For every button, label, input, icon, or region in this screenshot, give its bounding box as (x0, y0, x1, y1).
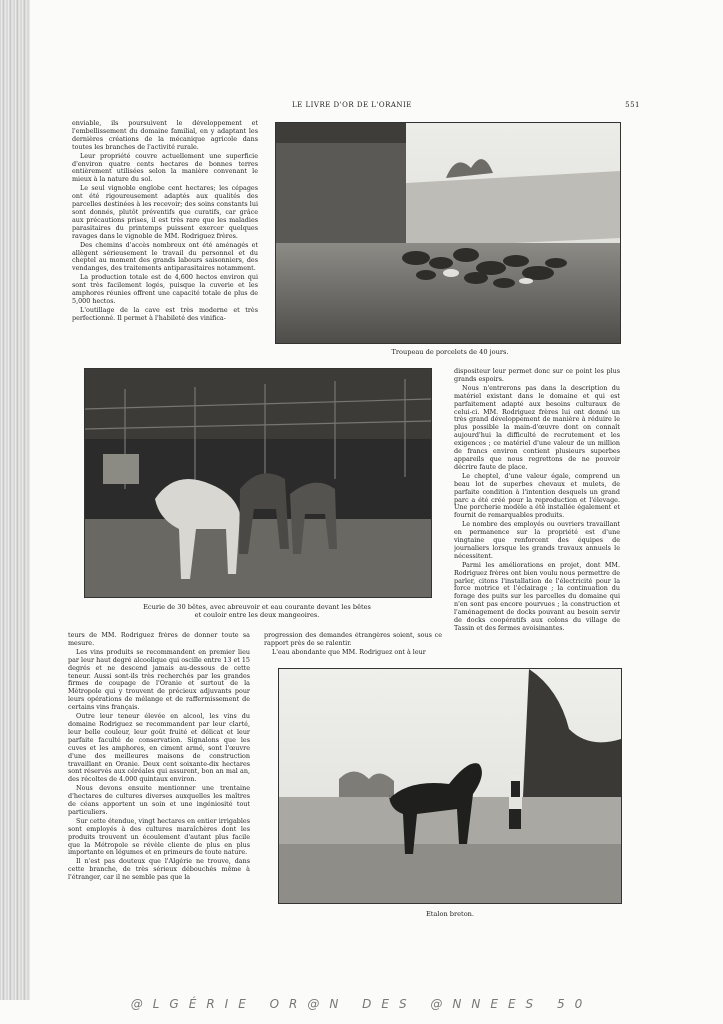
photo-stallion (278, 668, 622, 904)
text-column-middle-right (454, 368, 620, 662)
running-title: LE LIVRE D'OR DE L'ORANIE (292, 101, 412, 109)
paragraph: Des chemins d'accès nombreux ont été aménagés et allègent sérieusement le travail du personnel et du cheptel au moment des grands labours saisonniers, des vendanges, des traitements antiparasitaires notamment. (72, 240, 258, 273)
scan-watermark-footer: @LGÉRIE OR@N DES @NNEES 50 (130, 997, 593, 1011)
paragraph: Les vins produits se recommandent en premier lieu par leur haut degré alcoolique qui oscille entre 13 et 15 degrés et ne descend jamais au-dessous de cette teneur. Aussi sont-ils très recherchés par les grandes firmes de coupage de l'Oranie et surtout de la Métropole qui y trouvent de précieux adjuvants pour leurs opérations de mélange et de raffermissement de certains vins français. (68, 647, 250, 712)
paragraph: teurs de MM. Rodriguez frères de donner toute sa mesure. (68, 632, 250, 647)
paragraph: L'outillage de la cave est très moderne et très perfectionné. Il permet à l'habileté des vinifica- (72, 305, 258, 322)
paragraph: Il n'est pas douteux que l'Algérie ne trouve, dans cette branche, de très sérieux débouchés même à l'étranger, car il ne semble pas que la (68, 857, 250, 882)
paragraph: Outre leur teneur élevée en alcool, les vins du domaine Rodriguez se recommandent par leur clarté, leur belle couleur, leur goût fruité et délicat et leur parfaite faculté de conservation. Signalons que les cuves et les amphores, en ciment armé, sont l'œuvre d'une des meilleures maisons de construction travaillant en Oranie. Deux cent soixante-dix hectares sont réservés aux céréales qui assurent, bon an mal an, des récoltes de 4.000 quintaux environ. (68, 712, 250, 784)
text-column-top-left (72, 120, 258, 360)
running-header (30, 101, 640, 113)
paragraph: Parmi les améliorations en projet, dont MM. Rodriguez frères ont bien voulu nous permettre de parler, citons l'installation de l'électricité pour la force motrice et l'éclairage ; la continuation du forage des puits sur les parcelles du domaine qui n'en sont pas encore pourvues ; la construction et l'aménagement de docks pouvant au besoin servir de docks coopératifs aux colons du village de Tassin et des fermes avoisinantes. (454, 560, 620, 632)
caption-stable-line-1: Ecurie de 30 bêtes, avec abreuvoir et eau courante devant les bêtes (143, 603, 371, 611)
photo-stable (84, 368, 432, 598)
text-column-bottom-left (68, 632, 250, 922)
photo-piglets (275, 122, 621, 344)
paragraph: progression des demandes étrangères soient, sous ce rapport près de se ralentir. (264, 632, 442, 647)
paragraph: Le nombre des employés ou ouvriers travaillant en permanence sur la propriété est d'une vingtaine que renforcent des équipes de journaliers lorsque les grands travaux annuels le nécessitent. (454, 520, 620, 560)
paragraph: L'eau abondante que MM. Rodriguez ont à leur (272, 647, 426, 656)
page-number: 551 (625, 101, 640, 109)
caption-stable (100, 603, 414, 619)
caption-stallion: Etalon breton. (425, 910, 475, 918)
piglets-illustration (276, 123, 620, 343)
paragraph: Leur propriété couvre actuellement une superficie d'environ quatre cents hectares de bonnes terres entièrement utilisées selon la manière convenant le mieux à la nature du sol. (72, 151, 258, 184)
paragraph: Sur cette étendue, vingt hectares en entier irrigables sont employés à des cultures maraîchères dont les produits trouvent un écoulement d'autant plus facile que la Métropole se révèle cliente de plus en plus importante en légumes et en primeurs de toute nature. (68, 816, 250, 857)
paragraph: Nous n'entrerons pas dans la description du matériel existant dans le domaine et qui est parfaitement adapté aux besoins culturaux de celui-ci. MM. Rodriguez frères lui ont donné un très grand développement de manière à réduire le plus possible la main-d'œuvre dont on connaît aujourd'hui la difficulté de recrutement et les exigences ; ce matériel d'une valeur de un million de francs environ contient plusieurs superbes appareils que nous regrettons de ne pouvoir décrire faute de place. (454, 383, 620, 471)
stallion-illustration (279, 669, 621, 903)
paragraph: Le seul vignoble englobe cent hectares; les cépages ont été rigoureusement adaptés aux qualités des parcelles destinées à les recevoir; des soins constants lui sont donnés, plutôt préventifs que curatifs, car grâce aux précautions prises, il est très rare que les maladies parasitaires du printemps puissent exercer quelques ravages dans le vignoble de MM. Rodriguez frères. (72, 184, 258, 240)
caption-stable-line-2: et couloir entre les deux mangeoires. (194, 611, 320, 619)
book-binding-edge (0, 0, 30, 1000)
paragraph: dispositeur leur permet donc sur ce point les plus grands espoirs. (454, 368, 620, 383)
stable-illustration (85, 369, 431, 597)
paragraph: enviable, ils poursuivent le développement et l'embellissement du domaine familial, en y adaptant les dernières créations de la mécanique agricole dans toutes les branches de l'activité rurale. (72, 120, 258, 151)
text-column-bottom-middle (264, 632, 442, 662)
paragraph: Nous devons ensuite mentionner une trentaine d'hectares de cultures diverses auxquelles les maîtres de céans apportent un soin et une ingéniosité tout particuliers. (68, 784, 250, 816)
caption-piglets: Troupeau de porcelets de 40 jours. (391, 348, 509, 356)
paragraph: Le cheptel, d'une valeur égale, comprend un beau lot de superbes chevaux et mulets, de parfaite condition à l'intention desquels un grand parc a été créé pour la reproduction et l'élevage. Une porcherie modèle a été installée également et fournit de remarquables produits. (454, 471, 620, 520)
paragraph: La production totale est de 4,600 hectos environ qui sont très facilement logés, puisque la cuverie et les amphores réunies offrent une capacité totale de plus de 5,000 hectos. (72, 273, 258, 305)
